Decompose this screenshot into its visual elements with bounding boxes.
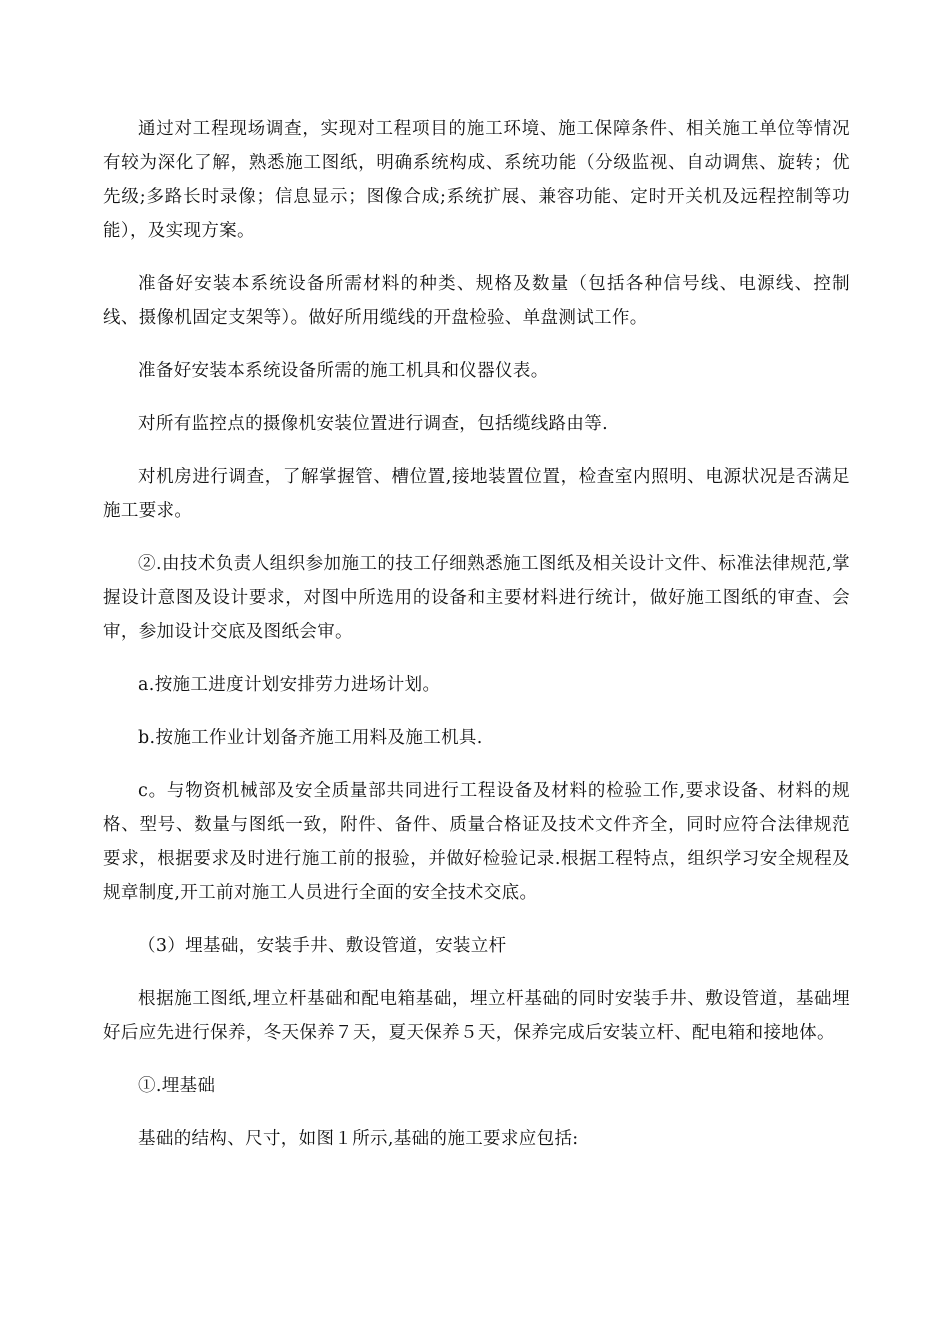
subheading-foundation: ①.埋基础	[138, 1076, 216, 1096]
paragraph-site-survey: 通过对工程现场调查，实现对工程项目的施工环境、施工保障条件、相关施工单位等情况有较为深化了解，熟悉施工图纸，明确系统构成、系统功能（分级监视、自动调焦、旋转；优先级;多路长时录像；信息显示；图像合成;系统扩展、兼容功能、定时开关机及远程控制等功能），及实现方案。	[103, 119, 850, 241]
paragraph-supplies: b.按施工作业计划备齐施工用料及施工机具.	[138, 728, 483, 748]
paragraph-drawing-review: ②.由技术负责人组织参加施工的技工仔细熟悉施工图纸及相关设计文件、标准法律规范,掌握设计意图及设计要求，对图中所选用的设备和主要材料进行统计，做好施工图纸的审查、会审，参加设计交底及图纸会审。	[103, 554, 850, 642]
section-heading-foundation: （3）埋基础，安装手井、敷设管道，安装立杆	[138, 936, 507, 956]
paragraph-foundation-requirements: 基础的结构、尺寸，如图１所示,基础的施工要求应包括:	[138, 1129, 579, 1149]
paragraph-machine-room: 对机房进行调查，了解掌握管、槽位置,接地装置位置，检查室内照明、电源状况是否满足施工要求。	[103, 467, 850, 521]
paragraph-labor-plan: a.按施工进度计划安排劳力进场计划。	[138, 675, 441, 695]
paragraph-inspection: c。与物资机械部及安全质量部共同进行工程设备及材料的检验工作,要求设备、材料的规格、型号、数量与图纸一致，附件、备件、质量合格证及技术文件齐全，同时应符合法律规范要求，根据要求及时进行施工前的报验，并做好检验记录.根据工程特点，组织学习安全规程及规章制度,开工前对施工人员进行全面的安全技术交底。	[103, 781, 850, 903]
paragraph-materials: 准备好安装本系统设备所需材料的种类、规格及数量（包括各种信号线、电源线、控制线、摄像机固定支架等）。做好所用缆线的开盘检验、单盘测试工作。	[103, 274, 850, 328]
document-body	[103, 112, 850, 1175]
paragraph-foundation-overview: 根据施工图纸,埋立杆基础和配电箱基础，埋立杆基础的同时安装手井、敷设管道，基础埋好后应先进行保养，冬天保养７天，夏天保养５天，保养完成后安装立杆、配电箱和接地体。	[103, 989, 850, 1043]
paragraph-camera-survey: 对所有监控点的摄像机安装位置进行调查，包括缆线路由等.	[138, 414, 609, 434]
paragraph-tools: 准备好安装本系统设备所需的施工机具和仪器仪表。	[138, 361, 549, 381]
